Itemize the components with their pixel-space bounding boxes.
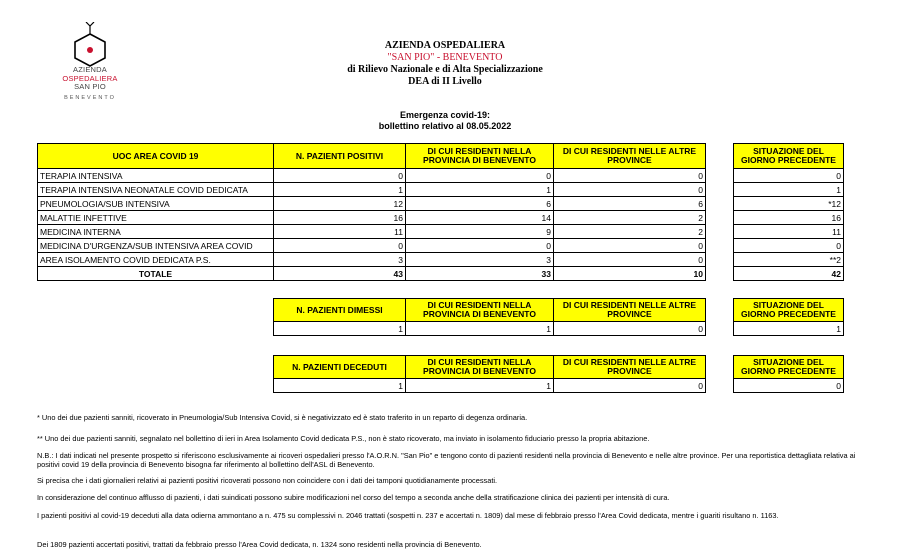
header-dimessi-altre: DI CUI RESIDENTI NELLE ALTRE PROVINCE [554,299,706,322]
logo-name: AZIENDA OSPEDALIERA SAN PIO [62,65,118,91]
table-row: 1 1 0 0 [274,379,844,393]
note-2: ** Uno dei due pazienti sanniti, segnalato nel bollettino di ieri in Area Isolamento Covid dedicata P.S., non è stato ricoverato, ma inviato in isolamento fiduciario presso la propria abitazione. [37,434,650,443]
note-3: Si precisa che i dati giornalieri relativi ai pazienti positivi ricoverati possono non coincidere con i dati dei tamponi quotidianamente processati. [37,476,498,485]
table-row: MEDICINA D'URGENZA/SUB INTENSIVA AREA COVID 0 0 0 0 [38,239,844,253]
header-line4: DEA di II Livello [408,76,482,87]
note-5: I pazienti positivi al covid-19 deceduti alla data odierna ammontano a n. 475 su complessivi n. 2046 trattati (sospetti n. 237 e accertati n. 1809) dal mese di febbraio presso l'Area Covid dedicata, mentre i guariti risultano n. 1163. [37,511,779,520]
note-4: In considerazione del continuo afflusso di pazienti, i dati suindicati possono subire modificazioni nel corso del tempo a seconda anche della stratificazione clinica dei pazienti per intensità di cura. [37,493,670,502]
document-header [300,40,590,88]
table-row: MALATTIE INFETTIVE 16 14 2 16 [38,211,844,225]
note-1: * Uno dei due pazienti sanniti, ricoverato in Pneumologia/Sub Intensiva Covid, si è negativizzato ed è stato traferito in un reparto di degenza ordinaria. [37,413,528,422]
header-line1: AZIENDA OSPEDALIERA [384,40,506,51]
bulletin-title: Emergenza covid-19: bollettino relativo al 08.05.2022 [378,110,512,131]
note-6: Dei 1809 pazienti accertati positivi, trattati da febbraio presso l'Area Covid dedicata, n. 1324 sono residenti nella provincia di Benevento. [37,540,482,549]
header-bn: DI CUI RESIDENTI NELLA PROVINCIA DI BENEVENTO [406,144,554,169]
header-dimessi-bn: DI CUI RESIDENTI NELLA PROVINCIA DI BENEVENTO [406,299,554,322]
header-precedente: SITUAZIONE DEL GIORNO PRECEDENTE [734,144,844,169]
header-altre: DI CUI RESIDENTI NELLE ALTRE PROVINCE [554,144,706,169]
positive-patients-table [37,143,844,281]
header-line3: di Rilievo Nazionale e di Alta Specializzazione [347,64,543,75]
header-deceduti-precedente: SITUAZIONE DEL GIORNO PRECEDENTE [734,356,844,379]
note-nb: N.B.: I dati indicati nel presente prospetto si riferiscono esclusivamente ai ricoveri ospedalieri presso l'A.O.R.N. "San Pio" e tengono conto di pazienti residenti nella provincia di Benevento e nelle altre province. Per una reportistica dettagliata relativa ai positivi covid 19 della provincia di Benevento bisogna far riferimento al bollettino dell'ASL di Benevento. [37,451,856,469]
header-dimessi: N. PAZIENTI DIMESSI [274,299,406,322]
header-deceduti: N. PAZIENTI DECEDUTI [274,356,406,379]
table-row: AREA ISOLAMENTO COVID DEDICATA P.S. 3 3 0 **2 [38,253,844,267]
table-row: TERAPIA INTENSIVA 0 0 0 0 [38,169,844,183]
header-deceduti-bn: DI CUI RESIDENTI NELLA PROVINCIA DI BENEVENTO [406,356,554,379]
header-line2: "SAN PIO" - BENEVENTO [387,52,503,63]
header-positivi: N. PAZIENTI POSITIVI [274,144,406,169]
total-row: TOTALE 43 33 10 42 [38,267,844,281]
table-row: MEDICINA INTERNA 11 9 2 11 [38,225,844,239]
header-dimessi-precedente: SITUAZIONE DEL GIORNO PRECEDENTE [734,299,844,322]
table-row: PNEUMOLOGIA/SUB INTENSIVA 12 6 6 *12 [38,197,844,211]
discharged-table [273,298,844,336]
table-row: 1 1 0 1 [274,322,844,336]
deceased-table [273,355,844,393]
header-uoc: UOC AREA COVID 19 [38,144,274,169]
header-deceduti-altre: DI CUI RESIDENTI NELLE ALTRE PROVINCE [554,356,706,379]
table-row: TERAPIA INTENSIVA NEONATALE COVID DEDICATA 1 1 0 1 [38,183,844,197]
logo-city: BENEVENTO [64,95,116,101]
